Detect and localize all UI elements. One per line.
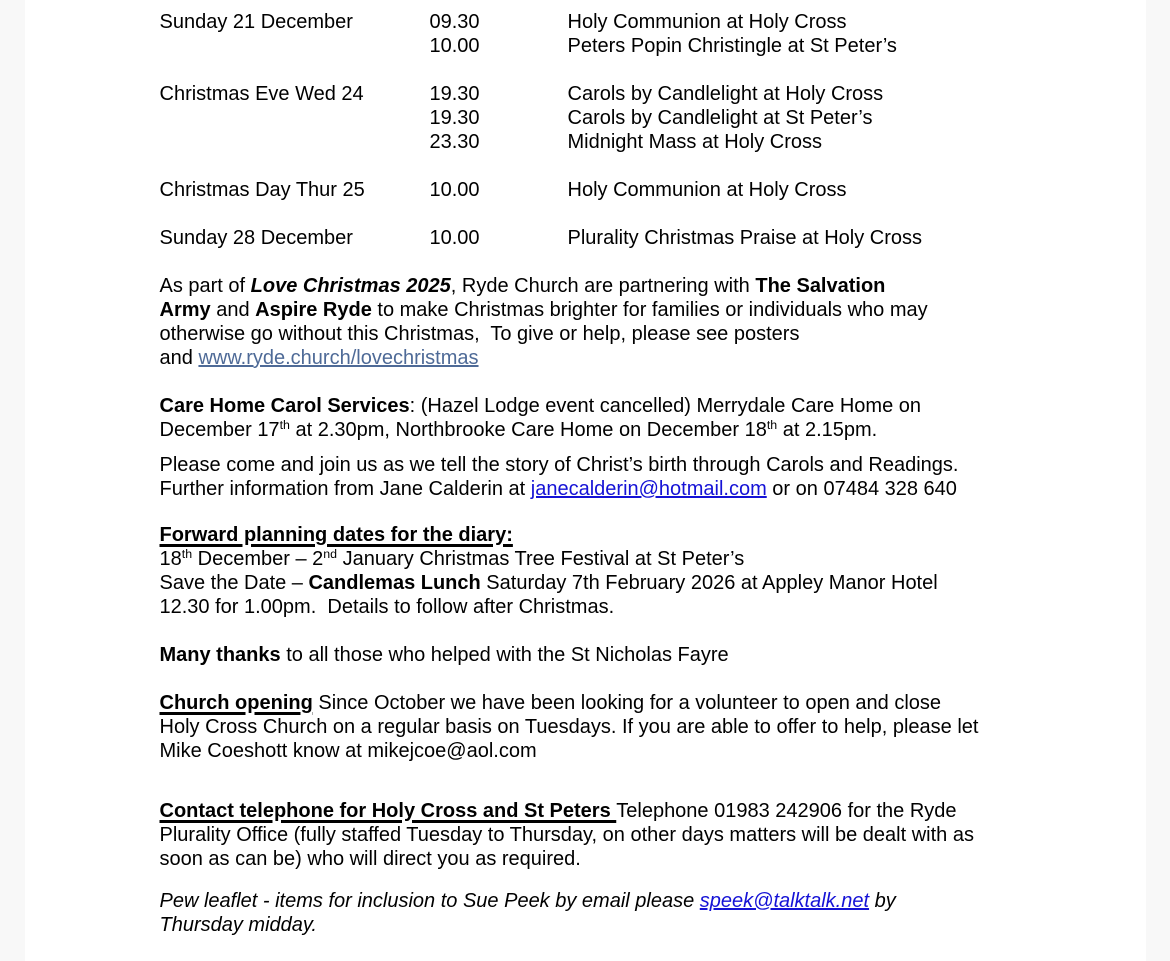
text-run: Army [159, 299, 211, 321]
text-run: The Salvation [755, 275, 886, 297]
schedule-event: Midnight Mass at Holy Cross [567, 131, 823, 153]
schedule-event: Plurality Christmas Praise at Holy Cross [567, 227, 923, 249]
text-run: Thursday midday. [159, 914, 317, 936]
text-run: or on 07484 328 640 [766, 478, 957, 500]
superscript-text: th [279, 418, 290, 433]
link-speek-email[interactable]: speek@talktalk.net [699, 890, 870, 912]
text-run: at 2.30pm, Northbrooke Care Home on December 18 [289, 419, 767, 441]
schedule-row [160, 130, 1080, 154]
paragraph-church-opening [160, 691, 1080, 763]
schedule-event: Carols by Candlelight at St Peter’s [567, 107, 873, 129]
text-run: to all those who helped with the St Nicholas Fayre [280, 644, 729, 666]
link-ryde-lovechristmas[interactable]: www.ryde.church/lovechristmas [198, 347, 479, 369]
text-run: Please come and join us as we tell the story of Christ’s birth through Carols and Readings. [159, 454, 959, 476]
text-run: Many thanks [159, 644, 281, 666]
schedule-time: 19.30 [429, 107, 480, 129]
schedule-date [160, 130, 430, 154]
schedule-time: 23.30 [429, 131, 480, 153]
text-run: Forward planning dates for the diary: [159, 524, 513, 546]
paragraph-pew-leaflet [160, 889, 1080, 937]
text-run: Care Home Carol Services [159, 395, 410, 417]
newsletter-page [25, 0, 1146, 961]
text-run: Plurality Office (fully staffed Tuesday to Thursday, on other days matters will be dealt with as [159, 824, 974, 846]
schedule-row [160, 10, 1080, 34]
text-run: at 2.15pm. [777, 419, 878, 441]
schedule-date: Christmas Day Thur 25 [159, 179, 365, 201]
superscript-text: nd [323, 547, 338, 562]
schedule-time: 10.00 [429, 35, 480, 57]
schedule-date: Sunday 21 December [159, 11, 353, 33]
text-run: otherwise go without this Christmas, To give or help, please see posters [159, 323, 800, 345]
schedule-event: Holy Communion at Holy Cross [567, 179, 847, 201]
text-run: Telephone 01983 242906 for the Ryde [616, 800, 957, 822]
text-run: Pew leaflet - items for inclusion to Sue Peek by email please [159, 890, 700, 912]
text-run: to make Christmas brighter for families or individuals who may [371, 299, 928, 321]
schedule-date: Christmas Eve Wed 24 [159, 83, 364, 105]
text-run: Further information from Jane Calderin at [159, 478, 531, 500]
paragraph-love-christmas [160, 274, 1080, 370]
text-run: 18 [159, 548, 182, 570]
text-run: Love Christmas 2025 [250, 275, 451, 297]
superscript-text: th [766, 418, 778, 433]
schedule-time: 09.30 [429, 11, 480, 33]
schedule-time: 19.30 [429, 83, 480, 105]
schedule-time: 10.00 [429, 179, 480, 201]
schedule-date [160, 106, 430, 130]
text-run: Holy Cross Church on a regular basis on Tuesdays. If you are able to offer to help, please let [159, 716, 979, 738]
service-schedule [160, 10, 1080, 250]
schedule-row [160, 82, 1080, 106]
paragraph-join-us [160, 453, 1080, 501]
text-run: Save the Date – [159, 572, 309, 594]
text-run: As part of [159, 275, 251, 297]
text-run: Church opening [159, 692, 313, 714]
superscript-text: th [181, 547, 193, 562]
text-run: 12.30 for 1.00pm. Details to follow after Christmas. [159, 596, 615, 618]
schedule-event: Holy Communion at Holy Cross [567, 11, 847, 33]
text-run: December 17 [159, 419, 280, 441]
text-run: and [210, 299, 256, 321]
paragraph-care-home [160, 394, 1080, 442]
paragraph-forward-planning [160, 523, 1080, 619]
text-run: Aspire Ryde [255, 299, 372, 321]
schedule-date [160, 34, 430, 58]
paragraph-many-thanks [160, 643, 1080, 667]
text-run: Saturday 7th February 2026 at Appley Manor Hotel [480, 572, 938, 594]
text-run: soon as can be) who will direct you as required. [159, 848, 581, 870]
text-run: Mike Coeshott know at mikejcoe@aol.com [159, 740, 537, 762]
schedule-event: Carols by Candlelight at Holy Cross [567, 83, 884, 105]
schedule-row [160, 34, 1080, 58]
text-run: January Christmas Tree Festival at St Peter’s [337, 548, 745, 570]
text-run: Candlemas Lunch [308, 572, 481, 594]
link-janecalderin-email[interactable]: janecalderin@hotmail.com [530, 478, 767, 500]
schedule-time: 10.00 [429, 227, 480, 249]
schedule-event: Peters Popin Christingle at St Peter’s [567, 35, 897, 57]
schedule-row [160, 106, 1080, 130]
text-run: , Ryde Church are partnering with [450, 275, 756, 297]
schedule-row [160, 226, 1080, 250]
text-run: : (Hazel Lodge event cancelled) Merrydale Care Home on [409, 395, 922, 417]
page-content [160, 10, 1080, 937]
text-run: December – 2 [192, 548, 324, 570]
text-run: and [159, 347, 199, 369]
text-run: Since October we have been looking for a volunteer to open and close [312, 692, 942, 714]
schedule-row [160, 178, 1080, 202]
schedule-date: Sunday 28 December [159, 227, 353, 249]
text-run: by [869, 890, 896, 912]
paragraph-contact [160, 799, 1080, 871]
text-run: Contact telephone for Holy Cross and St Peters [159, 800, 617, 822]
